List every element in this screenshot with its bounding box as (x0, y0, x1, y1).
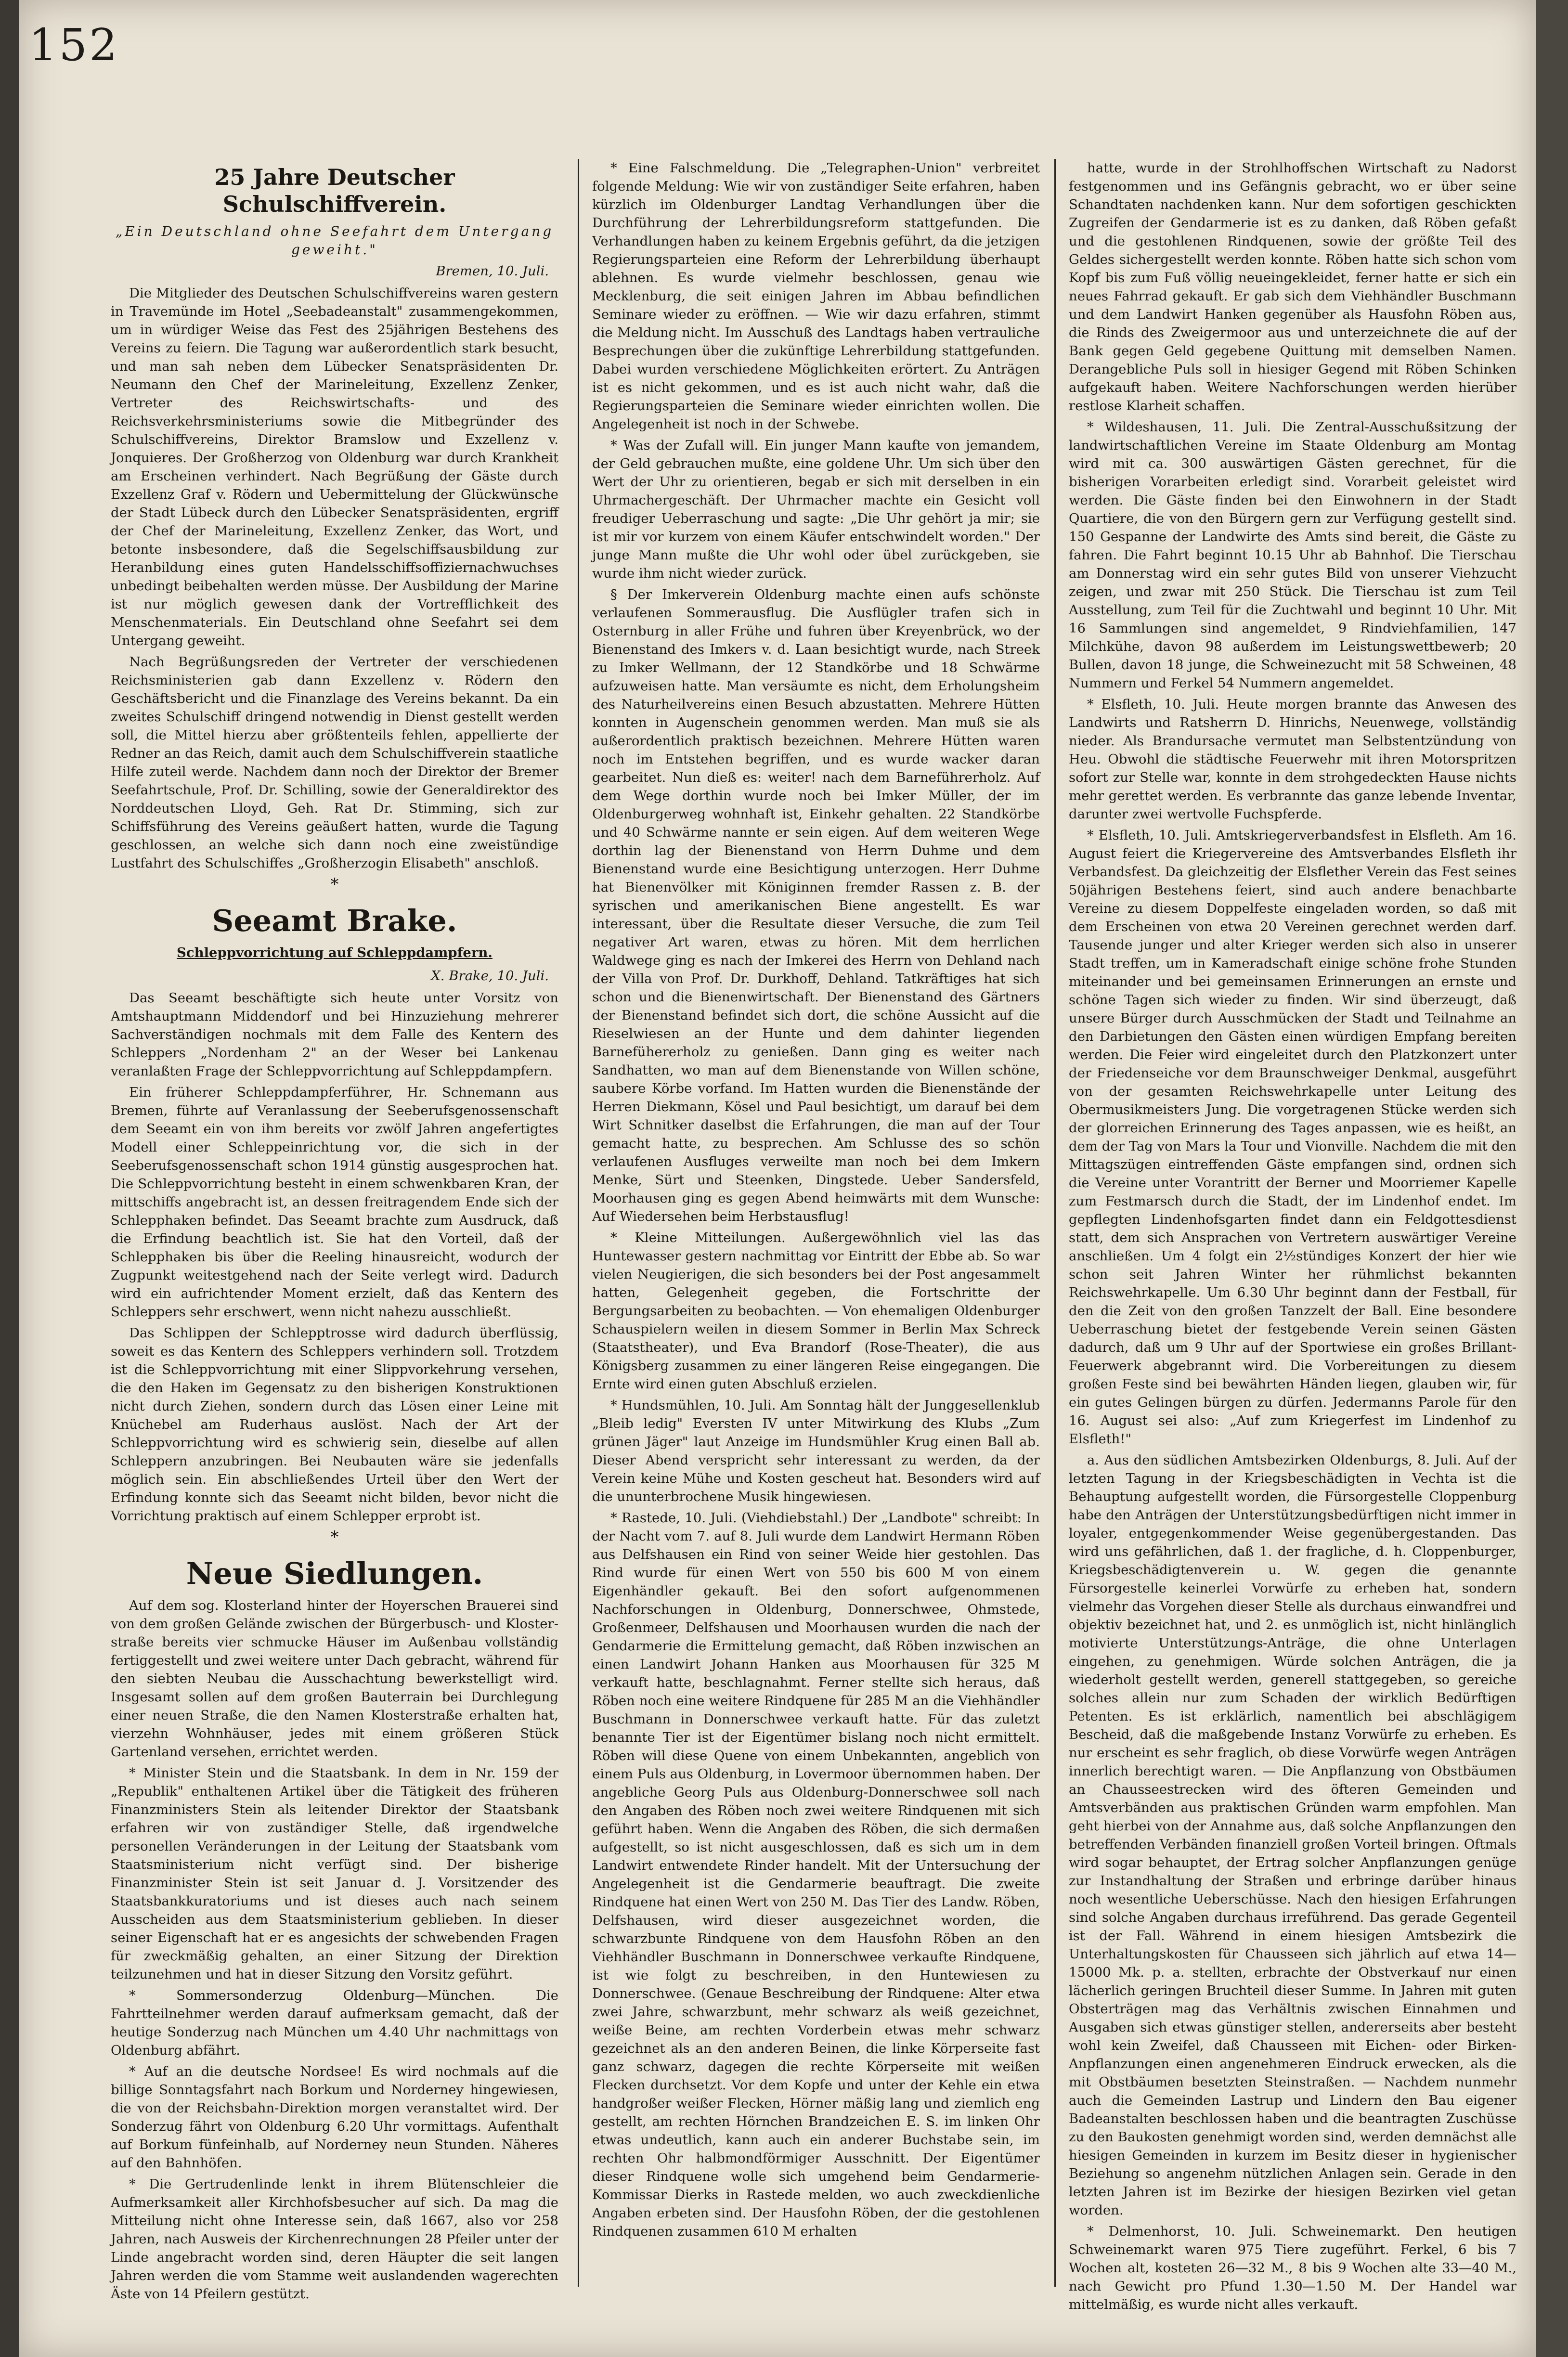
article-paragraph: § Der Imkerverein Oldenburg machte einen aufs schönste verlaufenen Sommerausflug. Die Ausflügler trafen sich in Osternburg in aller Frühe und fuhren über Kreyenbrück, wo der Bienenstand des Imkers v. d. Laan besichtigt wurde, nach Streek zu Imker Wellmann, der 12 Standkörbe und 18 Schwärme aufzuweisen hatte. Man versäumte es nicht, dem Erholungsheim des Naturheilvereins einen Besuch abzustatten. Mehrere Hütten konnten in Augenschein genommen werden. Man muß sie als außerordentlich praktisch bezeichnen. Mehrere Hütten waren noch im Entstehen begriffen, und es wurde wacker daran gearbeitet. Nun dieß es: weiter! nach dem Barneführerholz. Auf dem Wege dorthin wurde noch bei Imker Müller, der im Oldenburgerweg wohnhaft ist, Einkehr gehalten. 22 Standkörbe und 40 Schwärme nannte er sein eigen. Auf dem weiteren Wege dorthin lag der Bienenstand von Herrn Duhme und dem Bienenstand wurde eine Besichtigung unterzogen. Herr Duhme hat Bienenvölker mit Königinnen fremder Rassen z. B. der syrischen und amerikanischen Biene angestellt. Es war interessant, über die Resultate dieser Versuche, die zum Teil negativer Art waren, etwas zu hören. Mit dem herrlichen Waldwege ging es nach der Imkerei des Herrn von Dehland nach der Villa von Prof. Dr. Durkhoff, Dehland. Tatkräftiges hat sich schon und die Bienenwirtschaft. Der Bienenstand des Gärtners der Bienenstand befindet sich dort, die schöne Aussicht auf die Rieselwiesen an der Hunte und dem dahinter liegenden Barnefühererholz zu genießen. Dann ging es weiter nach Sandhatten, wo man auf dem Bienenstande von Willen schöne, saubere Körbe vorfand. Im Hatten wurden die Bienenstände der Herren Diekmann, Kösel und Paul besichtigt, um darauf bei dem Wirt Schnitker daselbst die Erfahrungen, die man auf der Tour gemacht hatte, zu besprechen. Am Schlusse des so schön verlaufenen Ausfluges verweilte man noch bei dem Imkern Menke, Sürt und Steenken, Dingstede. Ueber Sandersfeld, Moorhausen ging es gegen Abend heimwärts mit dem Wunsche: Auf Wiedersehen beim Herbstausflug! (592, 587, 1040, 1224)
article-paragraph: a. Aus den südlichen Amtsbezirken Oldenburgs, 8. Juli. Auf der letzten Tagung in der Kriegsbeschädigten in Vechta ist die Behauptung aufgestellt worden, die Fürsorgestelle Cloppenburg habe den Anträgen der Unterstützungsbedürftigen nicht immer in loyaler, entgegenkommender Weise gegenübergestanden. Das wird uns gefährlichen, daß 1. der fragliche, d. h. Cloppenburger, Kriegsbeschädigtenverein u. W. gegen die genannte Fürsorgestelle keinerlei Vorwürfe zu erheben hat, sondern vielmehr das Vorgehen dieser Stelle als durchaus einwandfrei und objektiv bezeichnet hat, und 2. es unmöglich ist, nicht hinlänglich motivierte Unterstützungs-Anträge, die ohne Unterlagen eingehen, zu genehmigen. Würde solchen Anträgen, die ja wiederholt gestellt werden, generell stattgegeben, so gereiche solches allein nur zum Schaden der wirklich Bedürftigen Petenten. Es ist erklärlich, namentlich bei abschlägigem Bescheid, daß die maßgebende Instanz Vorwürfe zu erheben. Es nur erscheint es sehr fraglich, ob diese Vorwürfe wegen Anträgen innerlich berechtigt waren. — Die Anpflanzung von Obstbäumen an Chausseestrecken wird des öfteren Gemeinden und Amtsverbänden aus praktischen Gründen warm empfohlen. Man geht hierbei von der Annahme aus, daß solche Anpflanzungen den betreffenden Verbänden finanziell großen Vorteil bringen. Oftmals wird sogar behauptet, der Ertrag solcher Anpflanzungen genüge zur Instandhaltung der Straßen und erbringe darüber hinaus noch wesentliche Ueberschüsse. Nach den hiesigen Erfahrungen sind solche Angaben durchaus irreführend. Das gerade Gegenteil ist der Fall. Während in einem hiesigen Amtsbezirk die Unterhaltungskosten für Chausseen sich jährlich auf etwa 14—15000 Mk. p. a. stellten, erbrachte der Obstverkauf nur einen lächerlich geringen Bruchteil dieser Summe. In Jahren mit guten Obsterträgen mag das Verhältnis zwischen Einnahmen und Ausgaben sich etwas günstiger stellen, andererseits aber besteht wohl kein Zweifel, daß Chausseen mit Eichen- oder Birken-Anpflanzungen einen angenehmeren Eindruck erwecken, als die mit Obstbäumen besetzten Steinstraßen. — Nachdem nunmehr auch die Gemeinden Lastrup und Lindern den Bau eigener Badeanstalten beschlossen haben und die beantragten Zuschüsse zu den Baukosten genehmigt worden sind, werden demnächst alle hiesigen Gemeinden in kurzem im Besitz dieser in hygienischer Beziehung so angenehm nützlichen Anlagen sein. Gerade in den letzten Jahren ist im Bezirke der hiesigen Bezirken viel getan worden. (1069, 1452, 1516, 2218)
separator-star-icon: * (330, 1528, 339, 1547)
dateline-brake: X. Brake, 10. Juli. (431, 968, 549, 984)
article-paragraph: * Auf an die deutsche Nordsee! Es wird nochmals auf die billige Sonntagsfahrt nach Borkum und Norderney hingewiesen, die von der Reichsbahn-Direktion morgen veranstaltet wird. Der Sonderzug fährt von Oldenburg 6.20 Uhr vormittags. Aufenthalt auf Borkum fünfeinhalb, auf Norderney neun Stunden. Näheres auf den Bahnhöfen. (111, 2064, 558, 2171)
scan-left-edge (0, 0, 19, 2357)
headline-seeamt-brake: Seeamt Brake. (212, 903, 457, 938)
article-paragraph: * Sommersonderzug Oldenburg—München. Die Fahrtteilnehmer werden darauf aufmerksam gemacht, daß der heutige Sonderzug nach München um 4.40 Uhr nachmittags von Oldenburg abfährt. (111, 1988, 558, 2058)
separator-star-icon: * (330, 875, 339, 894)
article-paragraph: hatte, wurde in der Strohlhoffschen Wirtschaft zu Nadorst festgenommen und ins Gefängnis gebracht, wo er über seine Schandtaten nachdenken kann. Nur dem sofortigen geschickten Zugreifen der Gendarmerie ist es zu danken, daß Röben gefaßt und die gestohlenen Rindquenen, sowie der größte Teil des Geldes sichergestellt werden konnte. Röben hatte sich schon vom Kopf bis zum Fuß völlig neueingekleidet, ferner hatte er sich ein neues Fahrrad gekauft. Er gab sich dem Viehhändler Buschmann und dem Landwirt Hanken gegenüber als Hausfohn Röben aus, die Rinds des Zweigermoor aus und unterzeichnete die auf der Bank gegen Geld gegebene Quittung mit demselben Namen. Derangebliche Puls soll in hiesiger Gegend mit Röben Schinken aufgekauft haben. Weitere Nachforschungen werden hierüber restlose Klarheit schaffen. (1069, 160, 1516, 414)
article-paragraph: * Rastede, 10. Juli. (Viehdiebstahl.) Der „Landbote" schreibt: In der Nacht vom 7. auf 8. Juli wurde dem Landwirt Hermann Röben aus Delfshausen ein Rind von seiner Weide hier gestohlen. Das Rind wurde für einen Wert von 550 bis 600 M von einem Eigenhändler gekauft. Bei den sofort aufgenommenen Nachforschungen in Oldenburg, Donnerschwee, Ohmstede, Großenmeer, Delfshausen und Moorhausen wurden die nach der Gendarmerie die Ermittelung gemacht, daß Röben inzwischen an einen Landwirt Johann Hanken aus Moorhausen für 325 M verkauft hatte, beschlagnahmt. Ferner stellte sich heraus, daß Röben noch eine weitere Rindquene für 285 M an die Viehhändler Buschmann in Donnerschwee verkauft hatte. Für das zuletzt benannte Tier ist der Eigentümer bislang noch nicht ermittelt. Röben will diese Quene von einem Unbekannten, angeblich von einem Puls aus Oldenburg, in Lovermoor übernommen haben. Der angebliche Georg Puls aus Oldenburg-Donnerschwee soll nach den Angaben des Röben noch zwei weitere Rindquenen mit sich geführt haben. Wenn die Angaben des Röben, die sich dermaßen aufgestellt, so ist nicht ausgeschlossen, daß es sich um in dem Landwirt entwendete Rinder handelt. Mit der Untersuchung der Angelegenheit ist die Gendarmerie beauftragt. Die zweite Rindquene hat einen Wert von 250 M. Das Tier des Landw. Röben, Delfshausen, wird dieser ausgezeichnet worden, die schwarzbunte Rindquene von dem Hausfohn Röben an den Viehhändler Buschmann in Donnerschwee verkaufte Rindquene, ist wie folgt zu beschreiben, in den Huntewiesen zu Donnerschwee. (Genaue Beschreibung der Rindquene: Alter etwa zwei Jahre, schwarzbunt, mehr schwarz als weiß gezeichnet, weiße Beine, am rechten Vorderbein etwas mehr schwarz gezeichnet als an den anderen Beinen, die linke Körperseite fast ganz schwarz, dagegen die rechte Körperseite mit weißen Flecken durchsetzt. Vor dem Kopfe und unter der Kehle ein etwa handgroßer weißer Flecken, Hörner mäßig lang und ziemlich eng gestellt, am rechten Hörnchen Brandzeichen E. S. im linken Ohr etwas undeutlich, kann auch ein anderer Buchstabe sein, im rechten Ohr halbmondförmiger Ausschnitt. Der Eigentümer dieser Rindquene wolle sich umgehend beim Gendarmerie-Kommissar Dierks in Rastede melden, wo auch zweckdienliche Angaben erbeten sind. Der Hausfohn Röben, der die gestohlenen Rindquenen zusammen 610 M erhalten (592, 1510, 1040, 2239)
article-paragraph: * Hundsmühlen, 10. Juli. Am Sonntag hält der Junggesellenklub „Bleib ledig" Eversten IV unter Mitwirkung des Klubs „Zum grünen Jäger" laut Anzeige im Hundsmühler Krug einen Ball ab. Dieser Abend verspricht sehr interessant zu werden, da der Verein keine Mühe und Kosten gescheut hat. Besonders wird auf die ununterbrochene Musik hingewiesen. (592, 1398, 1040, 1504)
column-2 (592, 159, 1040, 2287)
article-paragraph: Das Seeamt beschäftigte sich heute unter Vorsitz von Amtshauptmann Middendorf und bei Hinzuziehung mehrerer Sachverständigen nochmals mit dem Falle des Kentern des Schleppers „Nordenham 2" an der Weser bei Lankenau veranlaßten Frage der Schleppvorrichtung auf Schleppdampfern. (111, 990, 558, 1079)
article-paragraph: * Elsfleth, 10. Juli. Amtskriegerverbandsfest in Elsfleth. Am 16. August feiert die Kriegervereine des Amtsverbandes Elsfleth ihr Verbandsfest. Da gleichzeitig der Elsflether Verein das Fest seines 50jährigen Bestehens feiert, sind auch andere benachbarte Vereine zu diesem Doppelfeste eingeladen worden, so daß mit dem Erscheinen von etwa 20 Vereinen gerechnet werden darf. Tausende junger und alter Krieger werden sich also in unserer Stadt treffen, um in Kameradschaft einige schöne frohe Stunden miteinander und bei gemeinsamen Erinnerungen an ernste und schöne Tagen sich wieder zu finden. Wir sind überzeugt, daß unsere Bürger durch Ausschmücken der Stadt und Teilnahme an den Darbietungen den Gästen einen würdigen Empfang bereiten werden. Die Feier wird eingeleitet durch den Platzkonzert unter der Friedenseiche vor dem Braunschweiger Denkmal, ausgeführt von der gesamten Reichswehrkapelle unter Leitung des Obermusikmeisters Jung. Die vorgetragenen Stücke werden sich der glorreichen Erinnerung des Tages anpassen, wie es heißt, an dem der Tag von Mars la Tour und Vionville. Nachdem die mit den Mittagszügen eintreffenden Gäste empfangen sind, ordnen sich die Vereine unter Vorantritt der Berner und Moorriemer Kapelle zum Festmarsch durch die Stadt, der im Lindenhof endet. Im gepflegten Lindenhofsgarten findet dann ein Feldgottesdienst statt, dem sich Ansprachen von Vertretern auswärtiger Vereine anschließen. Um 4 folgt ein 2½stündiges Konzert der hier wie schon seit Jahren Winter her rühmlichst bekannten Reichswehrkapelle. Um 6.30 Uhr beginnt dann der Festball, für den die Zeit von den großen Tanzzelt der Ball. Eine besondere Ueberraschung bietet der festgebende Verein seinen Gästen dadurch, daß um 9 Uhr auf der Sportwiese ein großes Brillant-Feuerwerk abgebrannt wird. Die Vorbereitungen zu diesem großen Feste sind bei bewährten Händen liegen, glauben wir, für ein gutes Gelingen bürgen zu dürfen. Jedermanns Parole für den 16. August sei also: „Auf zum Kriegerfest im Lindenhof zu Elsfleth!" (1069, 828, 1516, 1447)
article-paragraph: * Eine Falschmeldung. Die „Telegraphen-Union" verbreitet folgende Meldung: Wie wir von zuständiger Seite erfahren, haben kürzlich im Oldenburger Landtag Verhandlungen über die Durchführung der Lehrerbildungsreform stattgefunden. Die Verhandlungen haben zu keinem Ergebnis geführt, da die jetzigen Regierungsparteien eine Reform der Lehrerbildung überhaupt ablehnen. Es wurde vielmehr beschlossen, genau wie Mecklenburg, die seit einigen Jahren im Abbau befindlichen Seminare wieder zu eröffnen. — Wie wir dazu erfahren, stimmt die Meldung nicht. Im Ausschuß des Landtags haben vertrauliche Besprechungen über die zukünftige Lehrerbildung stattgefunden. Dabei wurden verschiedene Möglichkeiten erörtert. Zu Anträgen ist es nicht gekommen, und es ist auch nicht wahr, daß die Regierungsparteien die Seminare wieder einrichten wollen. Die Angelegenheit ist noch in der Schwebe. (592, 160, 1040, 432)
article-paragraph: * Wildeshausen, 11. Juli. Die Zentral-Ausschußsitzung der landwirtschaftlichen Vereine im Staate Oldenburg am Montag wird mit ca. 300 auswärtigen Gästen gerechnet, für die bisherigen Vorarbeiten erledigt sind. Vorarbeit geleistet wird werden. Die Gäste finden bei den Einwohnern in der Stadt Quartiere, die von den Bürgern gern zur Verfügung gestellt sind. 150 Gespanne der Landwirte des Amts sind bereit, die Gäste zu fahren. Die Fahrt beginnt 10.15 Uhr ab Bahnhof. Die Tierschau am Donnerstag wird ein sehr gutes Bild von unserer Viehzucht zeigen, und zwar mit 250 Stück. Die Tierschau ist zum Teil Ausstellung, zum Teil für die Zuchtwahl und beginnt 10 Uhr. Mit 16 Sammlungen sind angemeldet, 9 Rindviehfamilien, 147 Milchkühe, davon 98 außerdem im Leistungswettbewerb; 20 Bullen, davon 18 junge, die Schweinezucht mit 58 Schweinen, 48 Nummern und Ferkel 54 Nummern angemeldet. (1069, 419, 1516, 691)
headline-schulschiffverein: 25 Jahre Deutscher Schulschiffverein. (214, 164, 455, 217)
headline-schulschiffverein-subtitle: „Ein Deutschland ohne Seefahrt dem Untergang geweiht." (115, 223, 554, 258)
column-3 (1069, 159, 1516, 2312)
article-paragraph: Auf dem sog. Klosterland hinter der Hoyerschen Brauerei sind von dem großen Gelände zwischen der Bürgerbusch- und Klosterstraße bereits vier schmucke Häuser im Außenbau vollständig fertiggestellt und zwei weitere unter Dach gebracht, während für den siebten Neubau die Ausschachtung bewerkstelligt wird. Insgesamt sollen auf dem großen Bauterrain bei Durchlegung einer neuen Straße, die den Namen Klosterstraße erhalten hat, vierzehn Wohnhäuser, jedes mit einem größeren Stück Gartenland versehen, errichtet werden. (111, 1598, 558, 1760)
article-paragraph: * Kleine Mitteilungen. Außergewöhnlich viel las das Huntewasser gestern nachmittag vor Eintritt der Ebbe ab. So war vielen Neugierigen, die sich besonders bei der Post angesammelt hatten, Gelegenheit gegeben, die Fortschritte der Bergungsarbeiten zu beobachten. — Von ehemaligen Oldenburger Schauspielern weilen in diesem Sommer in Berlin Max Schreck (Staatstheater), und Eva Brandorf (Rose-Theater), die aus Königsberg zusammen zu einer längeren Reise eingegangen. Die Ernte wird einen guten Abschluß erzielen. (592, 1230, 1040, 1392)
column-1 (111, 159, 558, 2302)
article-paragraph: Nach Begrüßungsreden der Vertreter der verschiedenen Reichsministerien gab dann Exzellenz v. Rödern den Geschäftsbericht und die Finanzlage des Vereins bekannt. Da ein zweites Schulschiff dringend notwendig in Dienst gestellt werden soll, die Mittel hierzu aber größtenteils fehlen, appellierte der Redner an das Reich, damit auch dem Schulschiffverein staatliche Hilfe zuteil werde. Nachdem dann noch der Direktor der Bremer Seefahrtschule, Prof. Dr. Schilling, sowie der Generaldirektor des Norddeutschen Lloyd, Geh. Rat Dr. Stimming, sich zur Schiffsführung des Vereins geäußert hatten, wurde die Tagung geschlossen, an welche sich dann noch eine zweistündige Lustfahrt des Schulschiffes „Großherzogin Elisabeth" anschloß. (111, 654, 558, 871)
article-paragraph: * Die Gertrudenlinde lenkt in ihrem Blütenschleier die Aufmerksamkeit aller Kirchhofsbesucher auf sich. Da mag die Mitteilung nicht ohne Interesse sein, daß 1667, also vor 258 Jahren, nach Ausweis der Kirchenrechnungen 28 Pfeiler unter der Linde angebracht worden sind, deren Häupter die seit langen Jahren werden die vom Stamme weit auslandenden wagerechten Äste von 14 Pfeilern gestützt. (111, 2176, 558, 2302)
article-paragraph: * Minister Stein und die Staatsbank. In dem in Nr. 159 der „Republik" enthaltenen Artikel über die Tätigkeit des früheren Finanzministers Stein als leitender Direktor der Staatsbank erfahren wir von zuständiger Stelle, daß irgendwelche personellen Veränderungen in der Leitung der Staatsbank vom Staatsministerium nicht verfügt sind. Der bisherige Finanzminister Stein ist seit Januar d. J. Vorsitzender des Staatsbankkuratoriums und ist dieses auch nach seinem Ausscheiden aus dem Staatsministerium geblieben. In dieser seiner Eigenschaft hat er es angesichts der schwebenden Fragen für zweckmäßig gehalten, an einer Sitzung der Direktion teilzunehmen und hat in dieser Sitzung den Vorsitz geführt. (111, 1765, 558, 1982)
newspaper-page (19, 0, 1536, 2357)
headline-seeamt-subtitle: Schleppvorrichtung auf Schleppdampfern. (177, 945, 492, 960)
scan-right-edge (1536, 0, 1568, 2357)
article-paragraph: Ein früherer Schleppdampferführer, Hr. Schnemann aus Bremen, führte auf Veranlassung der Seeberufsgenossenschaft dem Seeamt ein von ihm bereits vor zwölf Jahren angefertigtes Modell einer Schleppeinrichtung vor, die sich in der Seeberufsgenossenschaft schon 1914 günstig ausgesprochen hat. Die Schleppvorrichtung besteht in einem schwenkbaren Kran, der mittschiffs angebracht ist, an dessen freitragendem Ende sich der Schlepphaken befindet. Das Seeamt brachte zum Ausdruck, daß die Erfindung beachtlich ist. Sie hat den Vorteil, daß der Schlepphaken bis über die Reeling hinausreicht, wodurch der Zugpunkt weitestgehend nach der Seite verlegt wird. Dadurch wird ein aufrichtender Moment erzielt, daß das Kentern des Schleppers sehr erschwert, wenn nicht nahezu ausschließt. (111, 1085, 558, 1320)
article-paragraph: * Elsfleth, 10. Juli. Heute morgen brannte das Anwesen des Landwirts und Ratsherrn D. Hinrichs, Neuenwege, vollständig nieder. Als Brandursache vermutet man Selbstentzündung von Heu. Obwohl die städtische Feuerwehr mit ihren Motorspritzen sofort zur Stelle war, konnte in dem strohgedeckten Hause nichts mehr gerettet werden. Es verbrannte das ganze lebende Inventar, darunter zwei wertvolle Fuchspferde. (1069, 697, 1516, 822)
article-paragraph: * Was der Zufall will. Ein junger Mann kaufte von jemandem, der Geld gebrauchen mußte, eine goldene Uhr. Um sich über den Wert der Uhr zu orientieren, begab er sich mit derselben in ein Uhrmachergeschäft. Der Uhrmacher machte ein Gesicht voll freudiger Ueberraschung und sagte: „Die Uhr gehört ja mir; sie ist mir vor kurzem von einem Käufer entschwindelt worden." Der junge Mann mußte die Uhr wohl oder übel zurückgeben, sie wurde ihm nicht wieder zurück. (592, 438, 1040, 581)
column-rule (578, 159, 579, 2287)
page-number: 152 (29, 19, 119, 71)
article-paragraph: Die Mitglieder des Deutschen Schulschiffvereins waren gestern in Travemünde im Hotel „Seebadeanstalt" zusammengekommen, um in würdiger Weise das Fest des 25jährigen Bestehens des Vereins zu feiern. Die Tagung war außerordentlich stark besucht, und man sah neben dem Lübecker Senatspräsidenten Dr. Neumann den Chef der Marineleitung, Exzellenz Zenker, Vertreter des Reichswirtschafts- und des Reichsverkehrsministeriums sowie die Mitbegründer des Schulschiffvereins, Direktor Bramslow und Exzellenz v. Jonquieres. Der Großherzog von Oldenburg war durch Krankheit am Erscheinen verhindert. Nach Begrüßung der Gäste durch Exzellenz Graf v. Rödern und Uebermittelung der Glückwünsche der Stadt Lübeck durch den Lübecker Senatspräsidenten, ergriff der Chef der Marineleitung, Exzellenz Zenker, das Wort, und betonte insbesondere, daß die Segelschiffsausbildung zur Heranbildung eines guten Handelsschiffsoffiziernachwuchses unbedingt beibehalten werden müsse. Der Ausbildung der Marine ist nur möglich gewesen dank der Vortrefflichkeit des Menschenmaterials. Ein Deutschland ohne Seefahrt sei dem Untergang geweiht. (111, 285, 558, 648)
headline-neue-siedlungen: Neue Siedlungen. (186, 1556, 483, 1591)
column-rule (1054, 159, 1056, 2287)
article-paragraph: Das Schlippen der Schlepptrosse wird dadurch überflüssig, soweit es das Kentern des Schleppers verhindern soll. Trotzdem ist die Schleppvorrichtung mit einer Slippvorkehrung versehen, die den Haken im Gegensatz zu den bisherigen Konstruktionen nicht durch Ziehen, sondern durch das Lösen einer Leine mit Knüchebel am Ruderhaus auslöst. Nach der Art der Schleppvorrichtung wird es schwierig sein, dieselbe auf allen Schleppern anzubringen. Bei Neubauten wäre sie jedenfalls möglich sein. Ein abschließendes Urteil über den Wert der Erfindung konnte sich das Seeamt nicht bilden, bevor nicht die Vorrichtung praktisch auf einem Schlepper erprobt ist. (111, 1325, 558, 1524)
dateline-bremen: Bremen, 10. Juli. (436, 263, 549, 279)
article-paragraph: * Delmenhorst, 10. Juli. Schweinemarkt. Den heutigen Schweinemarkt waren 975 Tiere zugeführt. Ferkel, 6 bis 7 Wochen alt, kosteten 26—32 M., 8 bis 9 Wochen alte 33—40 M., nach Gewicht pro Pfund 1.30—1.50 M. Der Handel war mittelmäßig, es wurde nicht alles verkauft. (1069, 2224, 1516, 2312)
